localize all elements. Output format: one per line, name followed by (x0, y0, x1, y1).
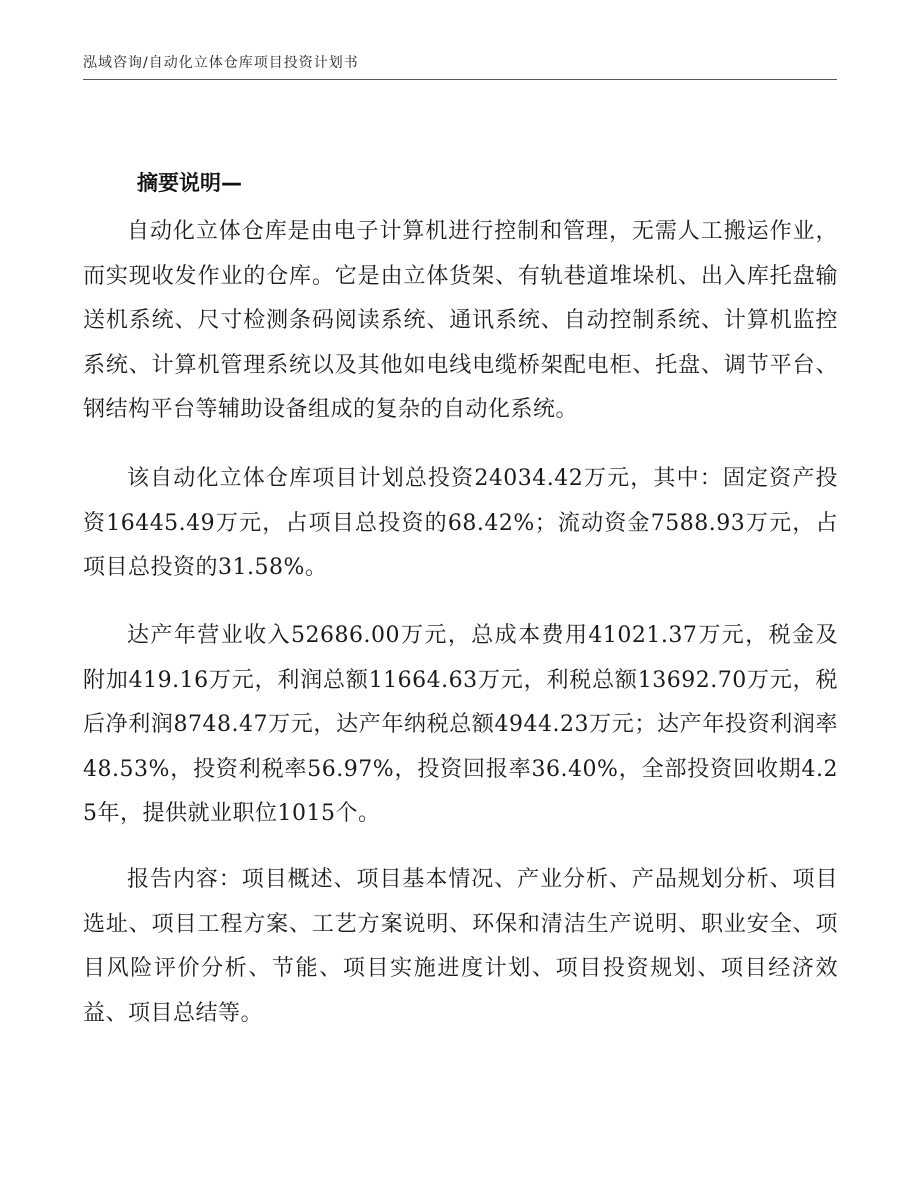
page-header: 泓域咨询/自动化立体仓库项目投资计划书 (83, 55, 359, 71)
header-divider (83, 79, 837, 80)
paragraph-financials: 达产年营业收入52686.00万元，总成本费用41021.37万元，税金及附加419.16万元，利润总额11664.63万元，利税总额13692.70万元，税后净利润8748.47万元，达产年纳税总额4944.23万元；达产年投资利润率48.53%，投资利税率56.97%，投资回报率36.40%，全部投资回收期4.25年，提供就业职位1015个。 (83, 623, 838, 826)
paragraph-intro: 自动化立体仓库是由电子计算机进行控制和管理，无需人工搬运作业，而实现收发作业的仓库。它是由立体货架、有轨巷道堆垛机、出入库托盘输送机系统、尺寸检测条码阅读系统、通讯系统、自动控制系统、计算机监控系统、计算机管理系统以及其他如电线电缆桥架配电柜、托盘、调节平台、钢结构平台等辅助设备组成的复杂的自动化系统。 (83, 219, 838, 422)
paragraph-report-contents: 报告内容：项目概述、项目基本情况、产业分析、产品规划分析、项目选址、项目工程方案、工艺方案说明、环保和清洁生产说明、职业安全、项目风险评价分析、节能、项目实施进度计划、项目投资规划、项目经济效益、项目总结等。 (83, 867, 838, 1026)
paragraph-investment: 该自动化立体仓库项目计划总投资24034.42万元，其中：固定资产投资16445.49万元，占项目总投资的68.42%；流动资金7588.93万元，占项目总投资的31.58%。 (83, 466, 838, 580)
section-title: 摘要说明— (137, 171, 242, 195)
